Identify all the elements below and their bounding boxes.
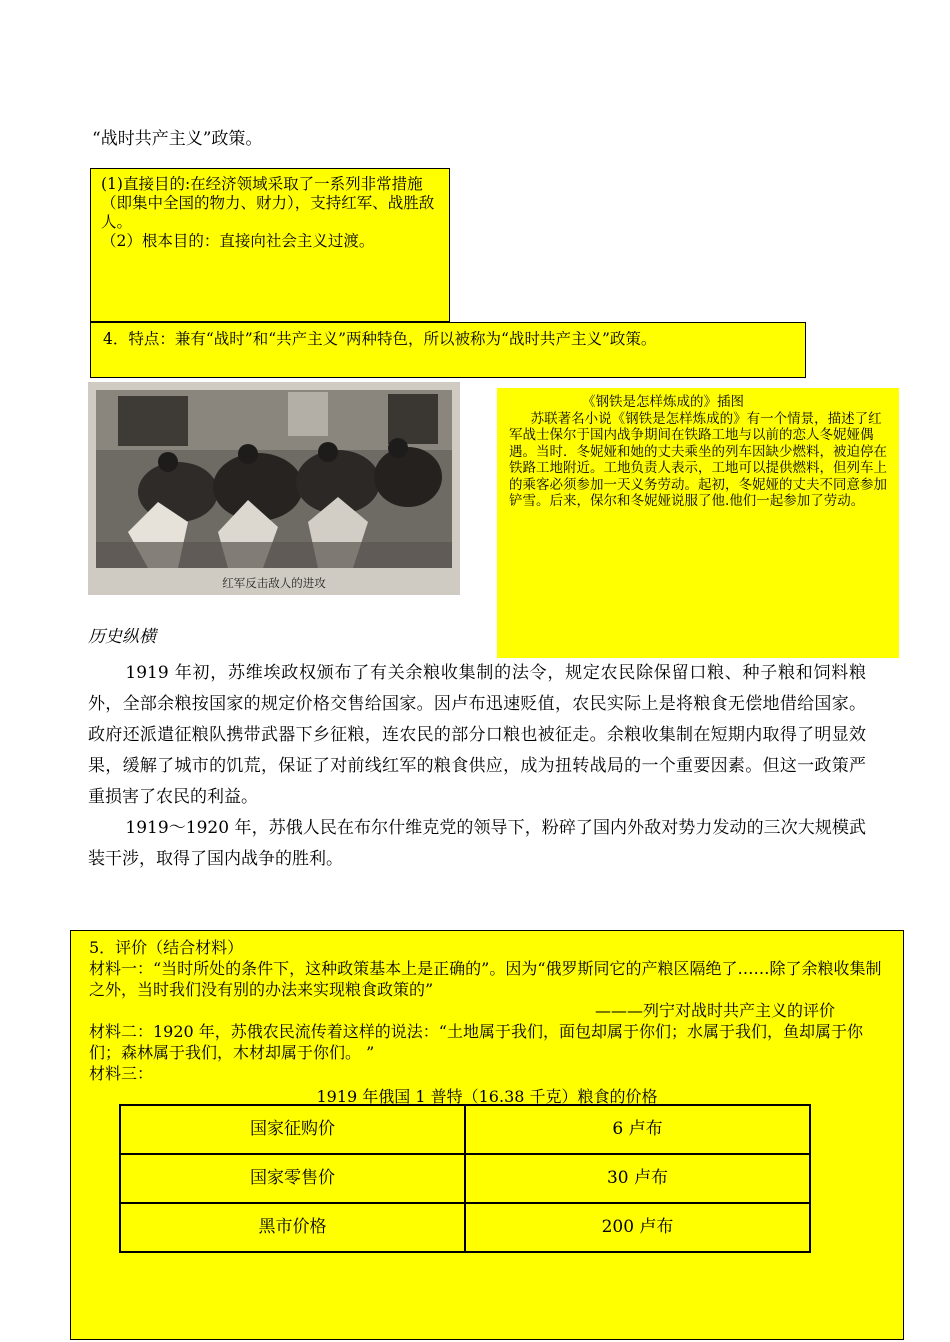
novel-title: 《钢铁是怎样炼成的》插图 <box>582 394 744 410</box>
material-3: 材料三： <box>89 1064 154 1083</box>
intro-line: “战时共产主义”政策。 <box>92 129 263 149</box>
paragraph-2: 1919～1920 年，苏俄人民在布尔什维克党的领导下，粉碎了国内外敌对势力发动的三次大规模武装干涉，取得了国内战争的胜利。 <box>88 818 866 869</box>
red-army-photo <box>88 382 460 595</box>
purpose-direct: (1)直接目的:在经济领域采取了一系列非常措施（即集中全国的物力、财力），支持红军、战胜敌人。 <box>101 175 435 231</box>
table-row <box>120 1105 810 1154</box>
paragraph-1: 1919 年初，苏维埃政权颁布了有关余粮收集制的法令，规定农民除保留口粮、种子粮和饲料粮外，全部余粮按国家的规定价格交售给国家。因卢布迅速贬值，农民实际上是将粮食无偿地借给国家。政府还派遣征粮队携带武器下乡征粮，连农民的部分口粮也被征走。余粮收集制在短期内取得了明显效果，缓解了城市的饥荒，保证了对前线红军的粮食供应，成为扭转战局的一个重要因素。但这一政策严重损害了农民的利益。 <box>88 663 866 807</box>
photo-caption: 红军反击敌人的进攻 <box>222 576 326 590</box>
novel-box <box>497 388 899 658</box>
purpose-fundamental: （2）根本目的：直接向社会主义过渡。 <box>101 232 375 250</box>
section-heading: 历史纵横 <box>88 627 156 647</box>
price-value: 6 卢布 <box>465 1105 810 1154</box>
price-value: 30 卢布 <box>465 1154 810 1203</box>
evaluation-title: 5．评价（结合材料） <box>89 938 244 957</box>
feature-text: 4．特点：兼有“战时”和“共产主义”两种特色，所以被称为“战时共产主义”政策。 <box>103 330 657 348</box>
price-label: 国家零售价 <box>120 1154 465 1203</box>
price-label: 黑市价格 <box>120 1203 465 1252</box>
novel-text: 苏联著名小说《钢铁是怎样炼成的》有一个情景，描述了红军战士保尔于国内战争期间在铁路工地与以前的恋人冬妮娅偶遇。当时．冬妮娅和她的丈夫乘坐的列车因缺少燃料，被迫停在铁路工地附近。工地负责人表示，工地可以提供燃料，但列车上的乘客必须参加一天义务劳动。起初，冬妮娅的丈夫不同意参加铲雪。后来，保尔和冬妮娅说服了他.他们一起参加了劳动。 <box>509 410 887 509</box>
price-label: 国家征购价 <box>120 1105 465 1154</box>
purpose-box <box>90 168 450 322</box>
table-row <box>120 1154 810 1203</box>
price-table-title: 1919 年俄国 1 普特（16.38 千克）粮食的价格 <box>316 1087 658 1106</box>
cavalry-illustration <box>88 382 460 595</box>
material-1-source: ———列宁对战时共产主义的评价 <box>594 1001 835 1020</box>
material-2: 材料二：1920 年，苏俄农民流传着这样的说法：“土地属于我们，面包却属于你们；水属于我们，鱼却属于你们；森林属于我们，木材却属于你们。 ” <box>89 1022 863 1062</box>
price-table <box>119 1104 811 1253</box>
evaluation-box <box>70 930 904 1340</box>
material-1: 材料一：“当时所处的条件下，这种政策基本上是正确的”。因为“俄罗斯同它的产粮区隔绝了……除了余粮收集制之外，当时我们没有别的办法来实现粮食政策的” <box>89 959 882 999</box>
price-value: 200 卢布 <box>465 1203 810 1252</box>
history-paragraphs <box>88 658 866 875</box>
table-row <box>120 1203 810 1252</box>
feature-box <box>90 322 806 378</box>
